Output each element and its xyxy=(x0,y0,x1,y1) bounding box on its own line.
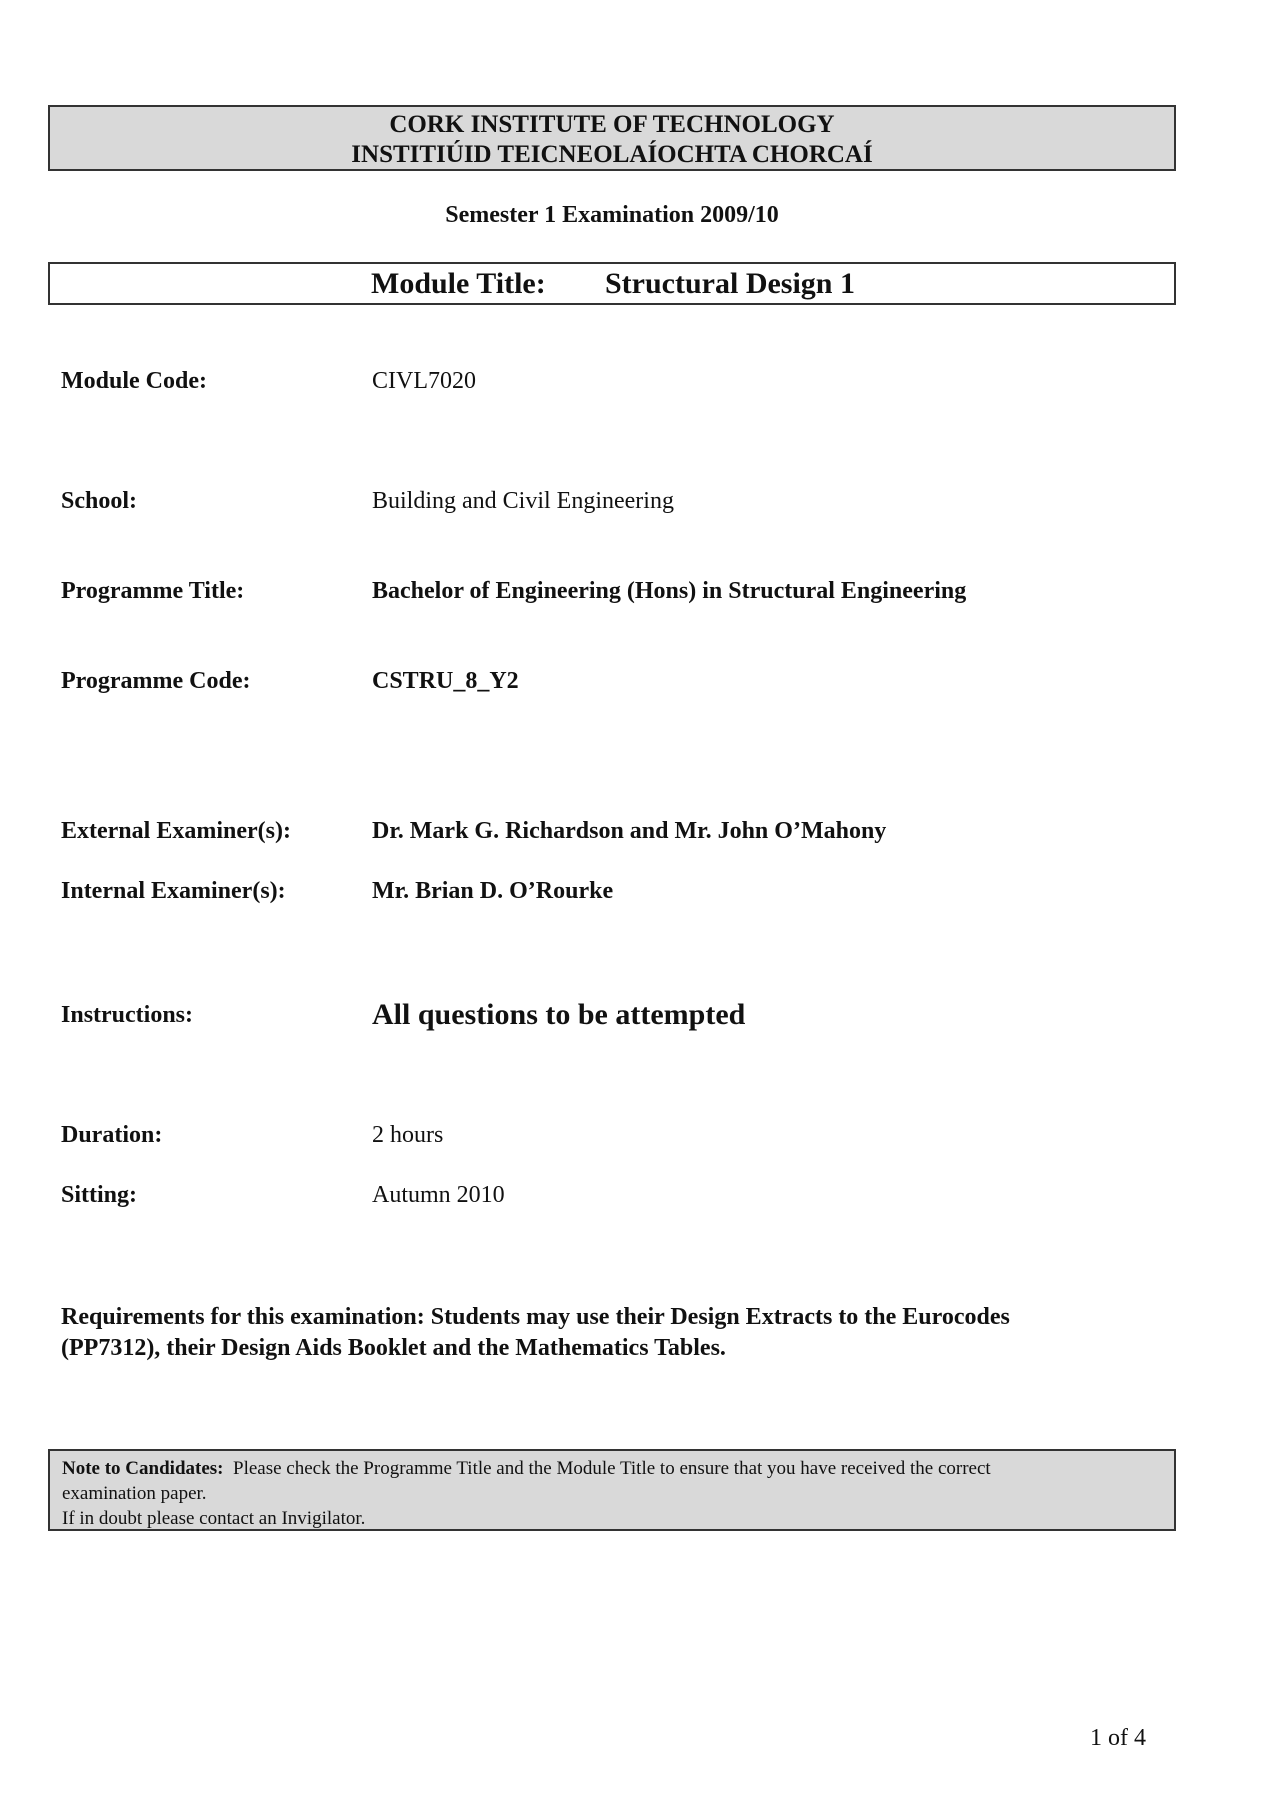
note-line-1-text: Please check the Programme Title and the Module Title to ensure that you have received the correct xyxy=(233,1458,991,1479)
note-heading: Note to Candidates: xyxy=(62,1458,224,1479)
duration-label: Duration: xyxy=(61,1122,163,1148)
exam-requirements xyxy=(61,1302,1171,1364)
sitting-value: Autumn 2010 xyxy=(372,1182,505,1208)
programme-title-value: Bachelor of Engineering (Hons) in Structural Engineering xyxy=(372,578,967,604)
internal-examiners-label: Internal Examiner(s): xyxy=(61,878,286,904)
module-title-value: Structural Design 1 xyxy=(605,267,855,300)
institute-header-box xyxy=(48,105,1176,171)
instructions-label: Instructions: xyxy=(61,1002,194,1028)
school-label: School: xyxy=(61,488,138,514)
page-number: 1 of 4 xyxy=(1090,1725,1146,1751)
external-examiners-value: Dr. Mark G. Richardson and Mr. John O’Mahony xyxy=(372,818,887,844)
module-code-value: CIVL7020 xyxy=(372,368,476,394)
note-line-1 xyxy=(62,1456,1162,1481)
note-line-2: examination paper. xyxy=(62,1483,207,1504)
institute-name-english: CORK INSTITUTE OF TECHNOLOGY xyxy=(389,111,835,138)
school-value: Building and Civil Engineering xyxy=(372,488,674,514)
external-examiners-label: External Examiner(s): xyxy=(61,818,291,844)
module-title-label: Module Title: xyxy=(371,267,546,300)
duration-value: 2 hours xyxy=(372,1122,444,1148)
module-code-label: Module Code: xyxy=(61,368,207,394)
module-title-box xyxy=(48,262,1176,305)
requirements-line-2: (PP7312), their Design Aids Booklet and the Mathematics Tables. xyxy=(61,1335,726,1361)
programme-title-label: Programme Title: xyxy=(61,578,245,604)
internal-examiners-value: Mr. Brian D. O’Rourke xyxy=(372,878,614,904)
note-to-candidates-box xyxy=(48,1449,1176,1531)
programme-code-value: CSTRU_8_Y2 xyxy=(372,668,519,694)
note-line-3: If in doubt please contact an Invigilator. xyxy=(62,1508,366,1529)
programme-code-label: Programme Code: xyxy=(61,668,251,694)
sitting-label: Sitting: xyxy=(61,1182,138,1208)
institute-name-irish: INSTITIÚID TEICNEOLAÍOCHTA CHORCAÍ xyxy=(351,141,873,168)
instructions-value: All questions to be attempted xyxy=(372,998,746,1031)
requirements-line-1: Requirements for this examination: Students may use their Design Extracts to the Eurocodes xyxy=(61,1304,1010,1330)
exam-semester-title: Semester 1 Examination 2009/10 xyxy=(445,202,779,228)
